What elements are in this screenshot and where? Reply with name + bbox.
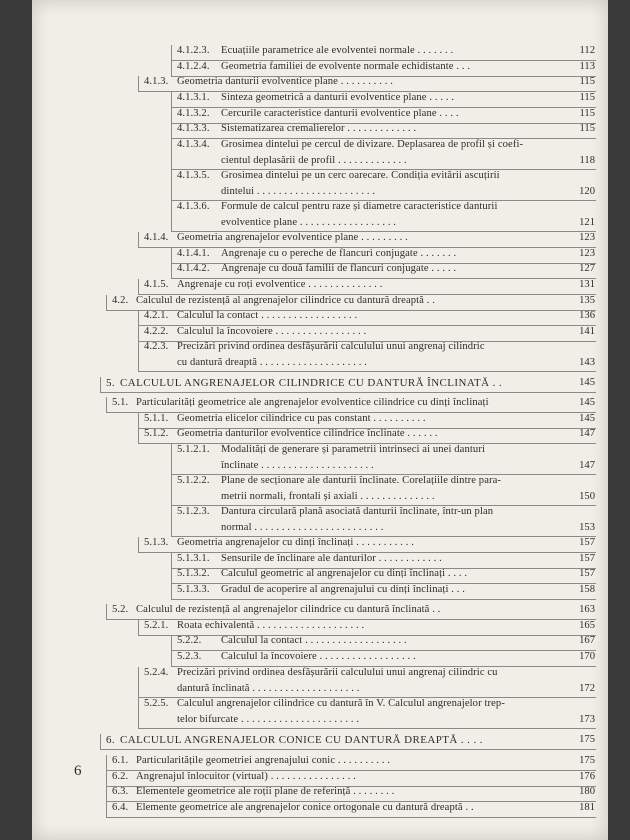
toc-entry-title: Plane de secționare ale danturii înclinate. Corelațiile dintre para- — [221, 475, 502, 486]
toc-entry-rule — [106, 817, 596, 818]
toc-entry-page: 141 — [579, 326, 595, 337]
toc-entry-page: 145 — [579, 397, 595, 408]
toc-entry-number: 5.1.2.2. — [177, 475, 210, 486]
toc-entry-title: Grosimea dintelui pe un cerc oarecare. Condiția evitării ascuțirii — [221, 170, 500, 181]
toc-entry-number: 4.1.3.3. — [177, 123, 210, 134]
toc-entry-bracket — [171, 553, 172, 568]
toc-entry-number: 4.1.2.3. — [177, 45, 210, 56]
toc-entry-bracket — [171, 635, 172, 650]
toc-entry-title: Calculul la contact . . . . . . . . . . . . . . . . . . — [177, 310, 358, 321]
toc-entry-page: 150 — [579, 490, 595, 502]
toc-entry-page: 158 — [579, 584, 595, 595]
toc-entry-title: cientul deplasării de profil . . . . . . . . . . . . . — [221, 154, 407, 166]
toc-entry-page: 127 — [579, 263, 595, 274]
toc-entry-number: 4.1.2.4. — [177, 61, 210, 72]
toc-entry-bracket — [171, 45, 172, 60]
toc-entry-title: Geometria familiei de evolvente normale echidistante . . . — [221, 61, 471, 72]
toc-entry-number: 4.1.5. — [144, 279, 169, 290]
toc-entry-page: 145 — [579, 377, 595, 388]
toc-entry-bracket — [138, 698, 139, 728]
toc-entry-title: telor bifurcate . . . . . . . . . . . . . . . . . . . . . . — [177, 713, 360, 725]
toc-entry-title: Formule de calcul pentru raze și diametre caracteristice danturii — [221, 201, 498, 212]
toc-entry-number: 4.1.4. — [144, 232, 169, 243]
toc-entry-number: 4.1.3.5. — [177, 170, 210, 181]
toc-entry-bracket — [106, 802, 107, 817]
toc-entry-bracket — [106, 604, 107, 619]
table-of-contents — [32, 0, 608, 840]
toc-entry-rule — [138, 371, 596, 372]
toc-entry-page: 113 — [579, 61, 595, 72]
toc-entry-page: 173 — [579, 713, 595, 725]
toc-entry-bracket — [171, 139, 172, 169]
toc-entry-bracket — [138, 279, 139, 294]
page-number: 6 — [74, 763, 82, 779]
toc-entry-title: Angrenaje cu o pereche de flancuri conjugate . . . . . . . — [221, 248, 457, 259]
toc-entry-title: Elementele geometrice ale roții plane de referință . . . . . . . . — [136, 786, 395, 797]
toc-entry-title: Calculul la încovoiere . . . . . . . . . . . . . . . . . . — [221, 651, 416, 662]
toc-entry-number: 5.1.3.1. — [177, 553, 210, 564]
toc-entry-title: Elemente geometrice ale angrenajelor conice ortogonale cu dantură dreaptă . . — [136, 802, 474, 813]
toc-entry-title: Gradul de acoperire al angrenajului cu dinți înclinați . . . — [221, 584, 465, 595]
toc-entry-number: 5.2.5. — [144, 698, 169, 709]
toc-entry-number: 5.1.3.3. — [177, 584, 210, 595]
toc-entry-page: 165 — [579, 620, 595, 631]
toc-entry-title: Precizări privind ordinea desfășurării calculului unui angrenaj cilindric — [177, 341, 485, 352]
toc-entry-page: 143 — [579, 356, 595, 368]
toc-entry-rule — [171, 599, 596, 600]
toc-entry-rule — [100, 749, 596, 750]
toc-entry-page: 123 — [579, 232, 595, 243]
toc-entry-number: 5. — [106, 377, 116, 389]
toc-entry-title: dantură înclinată . . . . . . . . . . . . . . . . . . . . — [177, 682, 360, 694]
toc-entry-title: CALCULUL ANGRENAJELOR CILINDRICE CU DANTURĂ ÎNCLINATĂ . . — [120, 377, 503, 389]
toc-entry-number: 5.1.2.1. — [177, 444, 210, 455]
toc-entry-page: 121 — [579, 216, 595, 228]
toc-entry-number: 4.1.3.2. — [177, 108, 210, 119]
toc-entry-page: 123 — [579, 248, 595, 259]
toc-entry-number: 6.4. — [112, 802, 129, 813]
toc-entry-rule — [100, 392, 596, 393]
toc-entry-title: Sistematizarea cremalierelor . . . . . . . . . . . . . — [221, 123, 417, 134]
toc-entry-title: Roata echivalentă . . . . . . . . . . . . . . . . . . . . — [177, 620, 365, 631]
toc-entry-bracket — [171, 61, 172, 76]
toc-entry-page: 153 — [579, 521, 595, 533]
toc-entry-number: 4.1.4.2. — [177, 263, 210, 274]
toc-entry-title: Calculul la încovoiere . . . . . . . . . . . . . . . . . — [177, 326, 367, 337]
toc-entry-bracket — [106, 786, 107, 801]
toc-entry-page: 115 — [579, 123, 595, 134]
toc-entry-number: 4.1.3.1. — [177, 92, 210, 103]
toc-entry-number: 5.2.4. — [144, 667, 169, 678]
toc-entry-page: 175 — [579, 734, 595, 745]
toc-entry-title: normal . . . . . . . . . . . . . . . . . . . . . . . . — [221, 521, 384, 533]
toc-entry-title: Angrenaje cu roți evolventice . . . . . . . . . . . . . . — [177, 279, 383, 290]
toc-entry-number: 5.2.3. — [177, 651, 202, 662]
toc-entry-number: 5.1.2.3. — [177, 506, 210, 517]
toc-entry-page: 131 — [579, 279, 595, 290]
toc-entry-number: 4.2. — [112, 295, 129, 306]
toc-entry-bracket — [100, 734, 101, 749]
toc-entry-bracket — [171, 170, 172, 200]
toc-entry-title: Precizări privind ordinea desfășurării calculului unui angrenaj cilindric cu — [177, 667, 498, 678]
toc-entry-page: 115 — [579, 108, 595, 119]
toc-entry-bracket — [171, 444, 172, 474]
toc-entry-title: Calculul angrenajelor cilindrice cu dantură în V. Calculul angrenajelor trep- — [177, 698, 505, 709]
toc-entry-bracket — [138, 537, 139, 552]
toc-entry-title: Calculul geometric al angrenajelor cu dinți înclinați . . . . — [221, 568, 468, 579]
toc-entry-title: Cercurile caracteristice danturii evolventice plane . . . . — [221, 108, 459, 119]
toc-entry-number: 4.1.4.1. — [177, 248, 210, 259]
toc-entry-bracket — [171, 651, 172, 666]
toc-entry-bracket — [106, 397, 107, 412]
toc-entry-page: 157 — [579, 568, 595, 579]
toc-entry-bracket — [171, 475, 172, 505]
toc-entry-page: 147 — [579, 459, 595, 471]
toc-entry-number: 4.1.3.6. — [177, 201, 210, 212]
toc-entry-bracket — [138, 76, 139, 91]
toc-entry-rule — [138, 728, 596, 729]
toc-entry-page: 112 — [579, 45, 595, 56]
toc-entry-page: 163 — [579, 604, 595, 615]
toc-entry-title: Ecuațiile parametrice ale evolventei normale . . . . . . . — [221, 45, 454, 56]
toc-entry-number: 5.2. — [112, 604, 129, 615]
toc-entry-page: 175 — [579, 755, 595, 766]
toc-entry-number: 5.1.1. — [144, 413, 169, 424]
toc-entry-page: 157 — [579, 537, 595, 548]
toc-entry-page: 172 — [579, 682, 595, 694]
toc-entry-title: CALCULUL ANGRENAJELOR CONICE CU DANTURĂ DREAPTĂ . . . . — [120, 734, 483, 746]
toc-entry-title: Particularitățile geometriei angrenajului conic . . . . . . . . . . — [136, 755, 391, 766]
toc-entry-number: 5.2.1. — [144, 620, 169, 631]
toc-entry-page: 115 — [579, 92, 595, 103]
toc-entry-page: 167 — [579, 635, 595, 646]
toc-entry-number: 4.2.1. — [144, 310, 169, 321]
toc-entry-bracket — [171, 506, 172, 536]
toc-entry-bracket — [106, 295, 107, 310]
toc-entry-page: 118 — [579, 154, 595, 166]
toc-entry-title: Geometria angrenajelor evolventice plane . . . . . . . . . — [177, 232, 408, 243]
toc-entry-bracket — [171, 108, 172, 123]
toc-entry-bracket — [138, 413, 139, 428]
toc-entry-bracket — [171, 92, 172, 107]
toc-entry-number: 4.2.3. — [144, 341, 169, 352]
toc-entry-title: Modalități de generare și parametrii intrinseci ai unei danturi — [221, 444, 485, 455]
toc-entry-page: 147 — [579, 428, 595, 439]
toc-entry-bracket — [138, 232, 139, 247]
toc-entry-title: Dantura circulară plană asociată danturii înclinate, într-un plan — [221, 506, 494, 517]
toc-entry-page: 115 — [579, 76, 595, 87]
toc-entry-bracket — [171, 123, 172, 138]
toc-entry-number: 4.1.3.4. — [177, 139, 210, 150]
toc-entry-title: Calculul la contact . . . . . . . . . . . . . . . . . . . — [221, 635, 407, 646]
toc-entry-page: 176 — [579, 771, 595, 782]
toc-entry-number: 5.2.2. — [177, 635, 202, 646]
toc-entry-title: Geometria danturilor evolventice cilindrice înclinate . . . . . . — [177, 428, 438, 439]
toc-entry-bracket — [138, 428, 139, 443]
toc-entry-title: metrii normali, frontali și axiali . . . . . . . . . . . . . . — [221, 490, 435, 502]
toc-entry-title: cu dantură dreaptă . . . . . . . . . . . . . . . . . . . . — [177, 356, 367, 368]
toc-entry-page: 135 — [579, 295, 595, 306]
toc-entry-page: 157 — [579, 553, 595, 564]
toc-entry-number: 5.1.2. — [144, 428, 169, 439]
toc-entry-title: înclinate . . . . . . . . . . . . . . . . . . . . . — [221, 459, 374, 471]
toc-entry-page: 145 — [579, 413, 595, 424]
toc-entry-bracket — [171, 263, 172, 278]
toc-entry-number: 6.3. — [112, 786, 129, 797]
toc-entry-title: Sensurile de înclinare ale danturilor . . . . . . . . . . . . — [221, 553, 442, 564]
toc-entry-page: 170 — [579, 651, 595, 662]
toc-entry-number: 5.1.3. — [144, 537, 169, 548]
toc-entry-number: 6.1. — [112, 755, 129, 766]
toc-entry-number: 4.1.3. — [144, 76, 169, 87]
toc-entry-number: 4.2.2. — [144, 326, 169, 337]
toc-entry-title: Geometria angrenajelor cu dinți înclinați . . . . . . . . . . . — [177, 537, 414, 548]
toc-entry-bracket — [138, 620, 139, 635]
toc-entry-title: evolventice plane . . . . . . . . . . . . . . . . . . — [221, 216, 397, 228]
toc-entry-bracket — [171, 201, 172, 231]
toc-entry-number: 6.2. — [112, 771, 129, 782]
toc-entry-title: Sinteza geometrică a danturii evolventice plane . . . . . — [221, 92, 455, 103]
toc-entry-number: 5.1. — [112, 397, 129, 408]
toc-entry-title: Geometria elicelor cilindrice cu pas constant . . . . . . . . . . — [177, 413, 426, 424]
toc-entry-title: Calculul de rezistență al angrenajelor cilindrice cu dantură dreaptă . . — [136, 295, 435, 306]
toc-entry-title: dintelui . . . . . . . . . . . . . . . . . . . . . . — [221, 185, 376, 197]
toc-entry-bracket — [100, 377, 101, 392]
toc-entry-title: Geometria danturii evolventice plane . . . . . . . . . . — [177, 76, 393, 87]
book-page — [32, 0, 608, 840]
toc-entry-bracket — [138, 326, 139, 341]
toc-entry-title: Grosimea dintelui pe cercul de divizare. Deplasarea de profil și coefi- — [221, 139, 524, 150]
toc-entry-page: 180 — [579, 786, 595, 797]
toc-entry-bracket — [138, 341, 139, 371]
toc-entry-bracket — [138, 667, 139, 697]
toc-entry-number: 5.1.3.2. — [177, 568, 210, 579]
toc-entry-page: 120 — [579, 185, 595, 197]
toc-entry-bracket — [171, 568, 172, 583]
toc-entry-bracket — [171, 248, 172, 263]
toc-entry-bracket — [138, 310, 139, 325]
toc-entry-title: Calculul de rezistență al angrenajelor cilindrice cu dantură înclinată . . — [136, 604, 441, 615]
toc-entry-bracket — [106, 771, 107, 786]
toc-entry-bracket — [171, 584, 172, 599]
toc-entry-number: 6. — [106, 734, 116, 746]
toc-entry-page: 136 — [579, 310, 595, 321]
toc-entry-page: 181 — [579, 802, 595, 813]
toc-entry-title: Angrenaje cu două familii de flancuri conjugate . . . . . — [221, 263, 457, 274]
toc-entry-title: Angrenajul înlocuitor (virtual) . . . . . . . . . . . . . . . . — [136, 771, 356, 782]
toc-entry-title: Particularități geometrice ale angrenajelor evolventice cilindrice cu dinți înclinați — [136, 397, 489, 408]
toc-entry-bracket — [106, 755, 107, 770]
